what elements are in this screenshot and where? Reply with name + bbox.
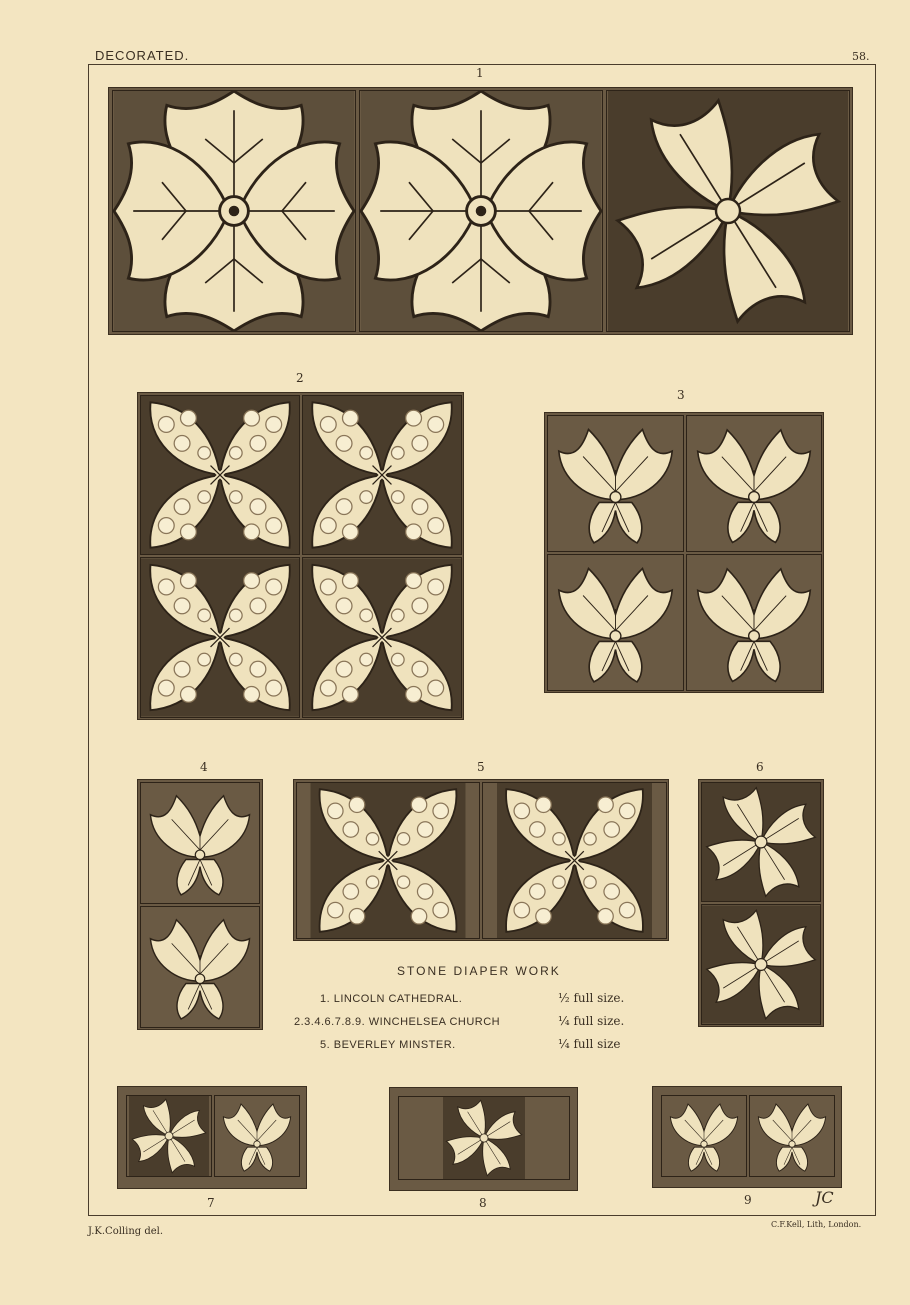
figure-8-panel <box>389 1087 578 1191</box>
figure-2-tile <box>140 557 300 718</box>
figure-9-tile <box>661 1095 747 1177</box>
figure-label-1: 1 <box>476 66 484 80</box>
figure-1-panel <box>108 87 853 335</box>
figure-5-panel <box>293 779 669 941</box>
figure-label-4: 4 <box>200 760 208 774</box>
figure-4-tile <box>140 782 260 904</box>
figure-1-oak-leaf-carving <box>112 90 356 332</box>
figure-2-tile <box>140 395 300 555</box>
caption-row-2-source: 2.3.4.6.7.8.9. WINCHELSEA CHURCH <box>294 1016 501 1028</box>
footer-lithographer-credit: C.F.Kell, Lith, London. <box>771 1220 862 1229</box>
artist-monogram: JC <box>815 1188 834 1207</box>
footer-artist-credit: J.K.Colling del. <box>88 1226 164 1237</box>
figure-3-tile <box>547 415 684 552</box>
figure-6-panel <box>698 779 824 1027</box>
figure-9-tile <box>749 1095 835 1177</box>
figure-5-tile <box>296 782 480 939</box>
section-title: DECORATED. <box>95 48 190 63</box>
figure-3-tile <box>547 554 684 691</box>
figure-3-panel <box>544 412 824 693</box>
figure-2-panel <box>137 392 464 720</box>
figure-1-rosette-carving <box>359 90 603 332</box>
figure-4-tile <box>140 906 260 1028</box>
figure-8-tile <box>398 1096 570 1180</box>
figure-2-tile <box>302 557 462 718</box>
figure-6-tile <box>701 782 821 902</box>
figure-label-6: 6 <box>756 760 764 774</box>
figure-7-panel <box>117 1086 307 1189</box>
figure-1-foliage-carving <box>606 90 850 332</box>
caption-row-3-source: 5. BEVERLEY MINSTER. <box>320 1039 456 1051</box>
figure-7-tile <box>126 1095 212 1177</box>
figure-label-5: 5 <box>477 760 485 774</box>
caption-title: STONE DIAPER WORK <box>397 964 561 978</box>
figure-label-3: 3 <box>677 388 685 402</box>
figure-5-tile <box>482 782 667 939</box>
caption-row-1-scale: ½ full size. <box>558 991 625 1005</box>
figure-label-2: 2 <box>296 371 304 385</box>
plate-number: 58. <box>852 50 870 63</box>
caption-row-1-source: 1. LINCOLN CATHEDRAL. <box>320 993 463 1005</box>
figure-label-9: 9 <box>744 1193 752 1207</box>
figure-label-8: 8 <box>479 1196 487 1210</box>
figure-3-tile <box>686 415 822 552</box>
figure-4-panel <box>137 779 263 1030</box>
figure-6-tile <box>701 904 821 1025</box>
caption-row-3-scale: ¼ full size <box>558 1037 621 1051</box>
figure-label-7: 7 <box>207 1196 215 1210</box>
figure-2-tile <box>302 395 462 555</box>
caption-row-2-scale: ¼ full size. <box>558 1014 625 1028</box>
figure-9-panel <box>652 1086 842 1188</box>
figure-7-tile <box>214 1095 300 1177</box>
figure-3-tile <box>686 554 822 691</box>
